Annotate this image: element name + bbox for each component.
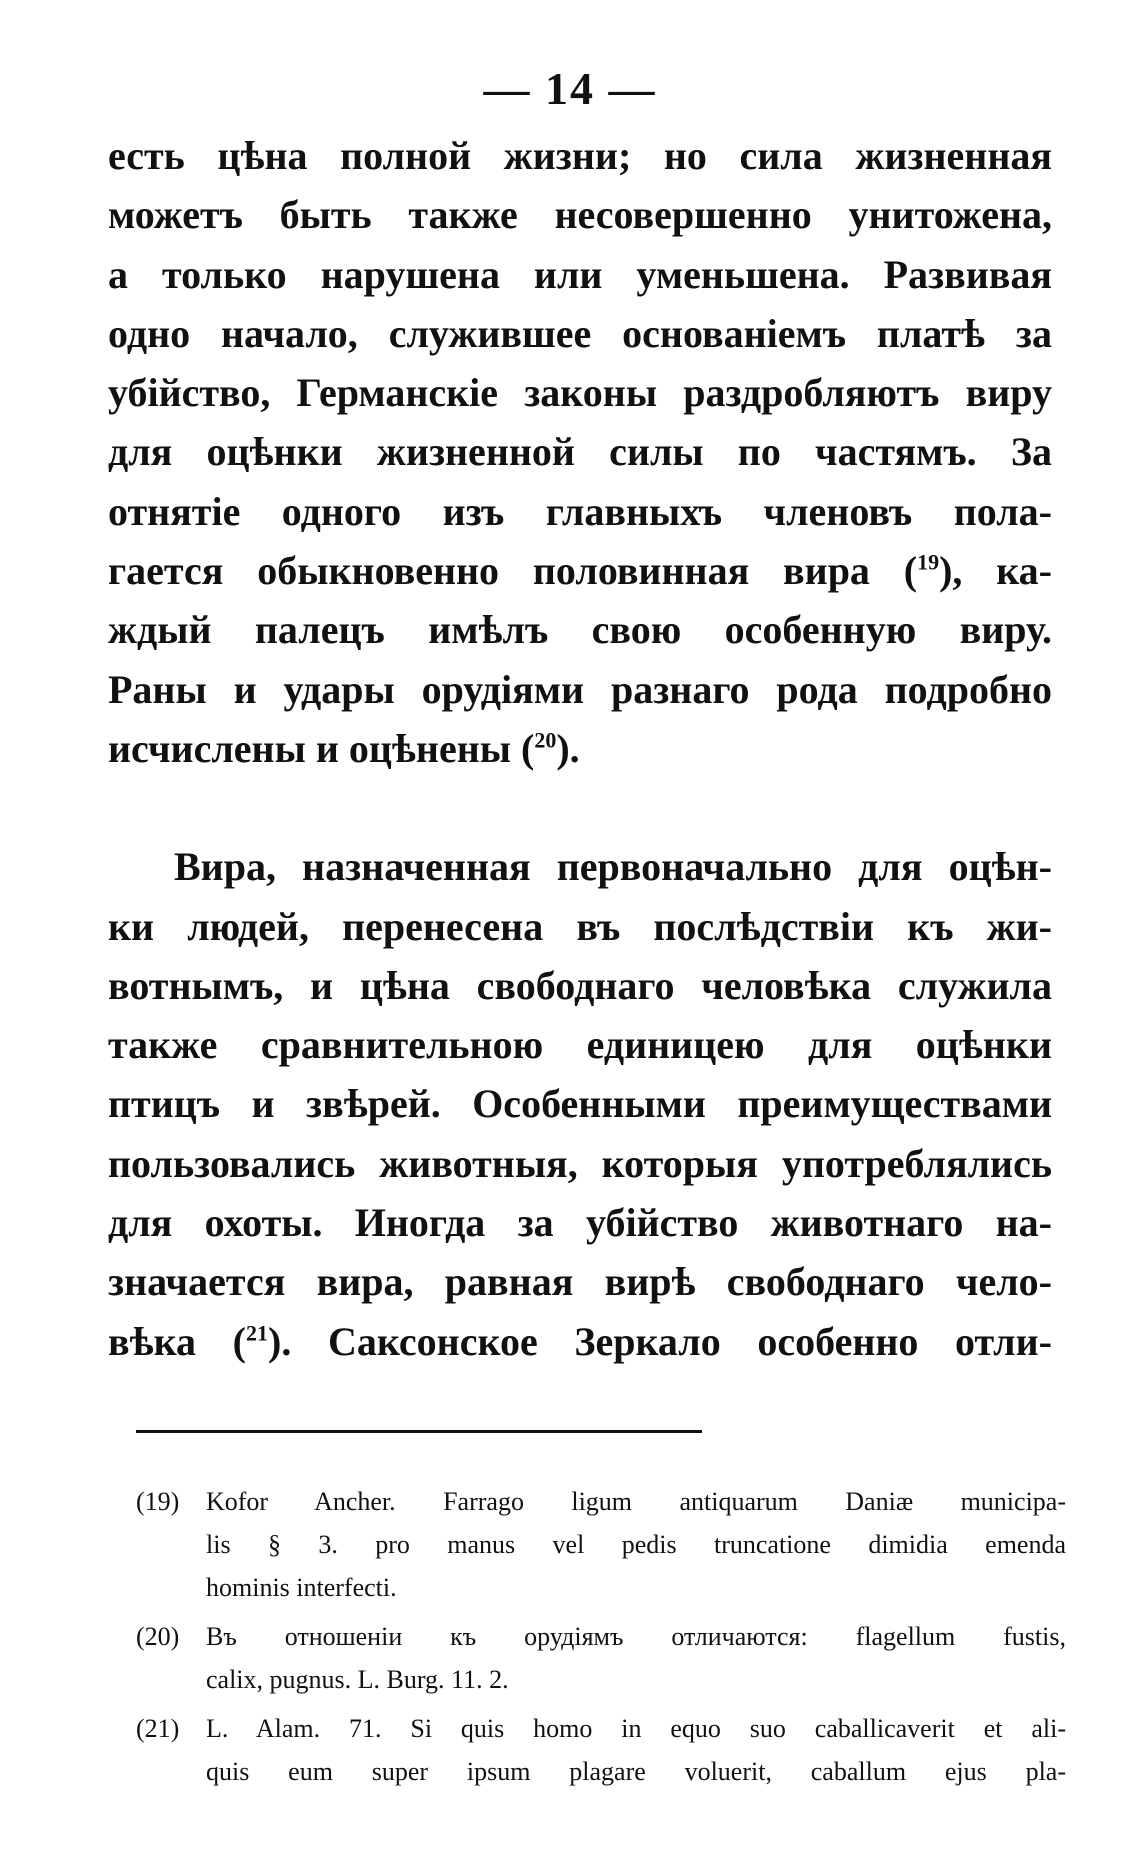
- footnote-ref-19: 19: [917, 549, 940, 575]
- text-line: значается вира, равная вирѣ свободнаго чело-: [108, 1259, 1052, 1305]
- text-line: пользовались животныя, которыя употреблялись: [108, 1140, 1052, 1186]
- footnote-line: lis § 3. pro manus vel pedis truncatione dimidia emenda: [206, 1530, 1066, 1559]
- text-line: вотнымъ, и цѣна свободнаго человѣка служила: [108, 962, 1052, 1008]
- text-line: Вира, назначенная первоначально для оцѣн-: [174, 844, 1052, 890]
- text-line: можетъ быть также несовершенно унитожена,: [108, 192, 1052, 238]
- text-line: также сравнительною единицею для оцѣнки: [108, 1022, 1052, 1068]
- main-text: [108, 126, 1052, 1371]
- text-fragment: исчислены и оцѣнены (: [108, 725, 535, 771]
- text-line: для охоты. Иногда за убійство животнаго на-: [108, 1200, 1052, 1246]
- paragraph-1: [108, 126, 1052, 778]
- text-line-with-footnote-ref: [108, 541, 1052, 600]
- text-line-with-footnote-ref: [108, 719, 1052, 778]
- paragraph-gap: [108, 778, 1052, 837]
- text-fragment: ).: [556, 725, 580, 771]
- footnote-divider: [136, 1430, 702, 1433]
- footnote-21: [136, 1707, 1066, 1793]
- text-line: а только нарушена или уменьшена. Развивая: [108, 251, 1052, 297]
- text-line: ждый палецъ имѣлъ свою особенную виру.: [108, 607, 1052, 653]
- text-line-with-footnote-ref: [108, 1312, 1052, 1371]
- text-fragment: ), ка-: [939, 548, 1052, 594]
- footnote-line: Въ отношеніи къ орудіямъ отличаются: flagellum fustis,: [206, 1622, 1066, 1651]
- text-line: одно начало, служившее основаніемъ платѣ за: [108, 310, 1052, 356]
- footnote-line: Kofor Ancher. Farrago ligum antiquarum Daniæ municipa-: [206, 1487, 1066, 1516]
- text-line: есть цѣна полной жизни; но сила жизненная: [108, 133, 1052, 178]
- footnote-line: hominis interfecti.: [206, 1573, 397, 1602]
- footnote-line: L. Alam. 71. Si quis homo in equo suo caballicaverit et ali-: [206, 1714, 1066, 1743]
- paragraph-2: [108, 837, 1052, 1371]
- text-line: Раны и удары орудіями разнаго рода подробно: [108, 666, 1052, 712]
- footnotes: [136, 1480, 1066, 1799]
- footnote-19: [136, 1480, 1066, 1609]
- footnote-mark: (20): [136, 1622, 180, 1651]
- text-line: для оцѣнки жизненной силы по частямъ. За: [108, 429, 1052, 475]
- footnote-line: quis eum super ipsum plagare voluerit, caballum ejus pla-: [206, 1757, 1066, 1786]
- page-number: — 14 —: [483, 63, 657, 114]
- footnote-ref-20: 20: [534, 727, 557, 753]
- footnote-20: [136, 1615, 1066, 1701]
- footnote-line: calix, pugnus. L. Burg. 11. 2.: [206, 1665, 509, 1694]
- footnote-mark: (19): [136, 1487, 180, 1516]
- text-line: ки людей, перенесена въ послѣдствіи къ жи-: [108, 903, 1052, 949]
- text-fragment: вѣка (: [108, 1318, 247, 1364]
- text-fragment: гается обыкновенно половинная вира (: [108, 548, 918, 594]
- text-line: птицъ и звѣрей. Особенными преимуществами: [108, 1081, 1052, 1127]
- footnote-mark: (21): [136, 1714, 180, 1743]
- text-line: отнятіе одного изъ главныхъ членовъ пола-: [108, 488, 1052, 534]
- footnote-ref-21: 21: [246, 1320, 269, 1346]
- text-line: убійство, Германскіе законы раздробляютъ виру: [108, 370, 1052, 416]
- text-fragment: ). Саксонское Зеркало особенно отли-: [268, 1318, 1052, 1364]
